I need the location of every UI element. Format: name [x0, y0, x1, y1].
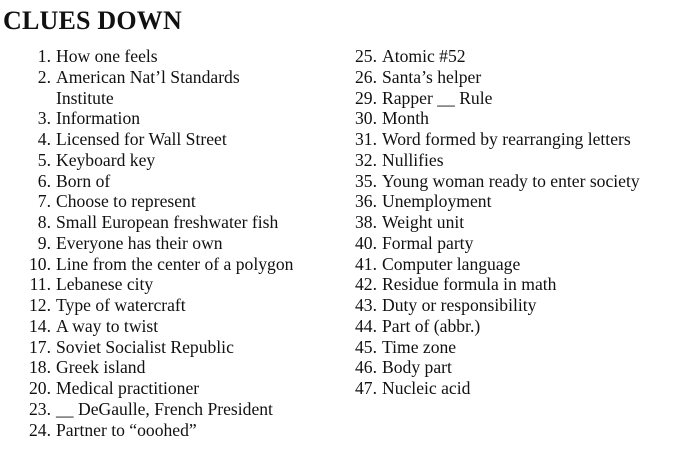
clue-item — [23, 399, 341, 420]
clue-text: Type of watercraft — [56, 295, 186, 315]
clue-text: Santa’s helper — [382, 66, 482, 87]
clue-text: Nucleic acid — [382, 378, 471, 398]
clue-item — [23, 357, 341, 378]
clue-text: Keyboard key — [56, 149, 156, 170]
clue-item — [343, 254, 663, 275]
clue-item — [343, 150, 663, 171]
clue-text: Time zone — [382, 336, 457, 357]
clues-column-left — [23, 46, 341, 440]
clue-number: 9. — [37, 232, 51, 253]
clue-text: American Nat’l Standards Institute — [56, 66, 240, 108]
clue-text: Residue formula in math — [382, 274, 557, 295]
clue-item — [23, 233, 341, 254]
clue-item — [343, 191, 663, 212]
clue-text: Everyone has their own — [56, 232, 223, 253]
page-title: CLUES DOWN — [3, 6, 182, 35]
clue-item — [23, 316, 341, 337]
clue-text: Nullifies — [382, 149, 444, 170]
clue-number: 36. — [355, 191, 377, 212]
clue-text: __ DeGaulle, French President — [56, 398, 273, 419]
clue-item — [343, 171, 663, 192]
clue-text: Soviet Socialist Republic — [56, 336, 234, 357]
clue-number: 44. — [355, 315, 377, 336]
clue-text: Formal party — [382, 232, 474, 253]
clue-text: A way to twist — [56, 315, 159, 336]
clue-item — [343, 337, 663, 358]
clue-text: Licensed for Wall Street — [56, 129, 227, 149]
clue-text: Body part — [382, 357, 452, 378]
clue-item — [23, 420, 341, 441]
clue-number: 29. — [355, 87, 377, 108]
clue-item — [343, 67, 663, 88]
clue-text: Part of (abbr.) — [382, 315, 481, 336]
clue-item — [23, 254, 341, 275]
clue-item — [23, 191, 341, 212]
clue-item — [343, 378, 663, 399]
clue-item — [343, 46, 663, 67]
clue-number: 46. — [355, 357, 377, 378]
clue-number: 5. — [37, 149, 51, 170]
clue-item — [23, 108, 341, 129]
clue-item — [343, 274, 663, 295]
clue-number: 11. — [29, 274, 51, 295]
clue-item — [343, 316, 663, 337]
clue-number: 12. — [29, 295, 51, 315]
clue-number: 45. — [355, 336, 377, 357]
clue-number: 25. — [355, 46, 377, 66]
clue-text: Information — [56, 108, 141, 129]
clue-item — [23, 150, 341, 171]
clue-item — [343, 233, 663, 254]
clue-number: 6. — [37, 170, 51, 191]
clue-number: 38. — [355, 212, 377, 232]
clue-text: Small European freshwater fish — [56, 212, 279, 232]
clue-item — [23, 274, 341, 295]
clue-item — [23, 337, 341, 358]
clue-number: 18. — [29, 357, 51, 378]
clue-number: 1. — [37, 46, 51, 66]
clue-number: 14. — [29, 315, 51, 336]
clue-item — [343, 357, 663, 378]
clue-item — [343, 108, 663, 129]
clue-item — [343, 88, 663, 109]
clue-number: 30. — [355, 108, 377, 129]
clue-number: 32. — [355, 149, 377, 170]
clue-number: 4. — [37, 129, 51, 149]
clue-text: Unemployment — [382, 191, 492, 212]
clue-text: Month — [382, 108, 429, 129]
clue-item — [23, 67, 341, 109]
clue-item — [23, 212, 341, 233]
clue-item — [23, 295, 341, 316]
clue-number: 2. — [37, 66, 51, 87]
clue-text: Duty or responsibility — [382, 295, 537, 315]
clue-number: 8. — [37, 212, 51, 232]
clue-text: Word formed by rearranging letters — [382, 129, 631, 149]
clue-text: Medical practitioner — [56, 378, 200, 398]
clue-text: Line from the center of a polygon — [56, 253, 294, 274]
clue-item — [343, 212, 663, 233]
clue-number: 47. — [355, 378, 377, 398]
clue-text: Lebanese city — [56, 274, 154, 295]
clue-text: Rapper __ Rule — [382, 87, 493, 108]
clue-text: Born of — [56, 170, 111, 191]
clue-item — [343, 129, 663, 150]
clue-number: 17. — [29, 336, 51, 357]
clue-item — [343, 295, 663, 316]
clue-number: 7. — [37, 191, 51, 212]
clues-column-right — [343, 46, 663, 399]
clue-item — [23, 46, 341, 67]
clue-item — [23, 129, 341, 150]
clue-number: 41. — [355, 253, 377, 274]
clue-number: 31. — [355, 129, 377, 149]
clue-text: Young woman ready to enter society — [382, 170, 640, 191]
clue-item — [23, 378, 341, 399]
clue-number: 10. — [29, 253, 51, 274]
clue-number: 35. — [355, 170, 377, 191]
clue-number: 26. — [355, 66, 377, 87]
clue-number: 3. — [37, 108, 51, 129]
clue-text: Choose to represent — [56, 191, 196, 212]
clue-number: 43. — [355, 295, 377, 315]
clue-text: Weight unit — [382, 212, 465, 232]
clue-number: 42. — [355, 274, 377, 295]
clue-item — [23, 171, 341, 192]
clue-text: Atomic #52 — [382, 46, 466, 66]
clue-number: 24. — [29, 419, 51, 440]
clue-text: Computer language — [382, 253, 521, 274]
clue-number: 20. — [29, 378, 51, 398]
clue-number: 40. — [355, 232, 377, 253]
clue-number: 23. — [29, 398, 51, 419]
clue-text: How one feels — [56, 46, 158, 66]
clue-text: Greek island — [56, 357, 146, 378]
clue-text: Partner to “ooohed” — [56, 419, 197, 440]
